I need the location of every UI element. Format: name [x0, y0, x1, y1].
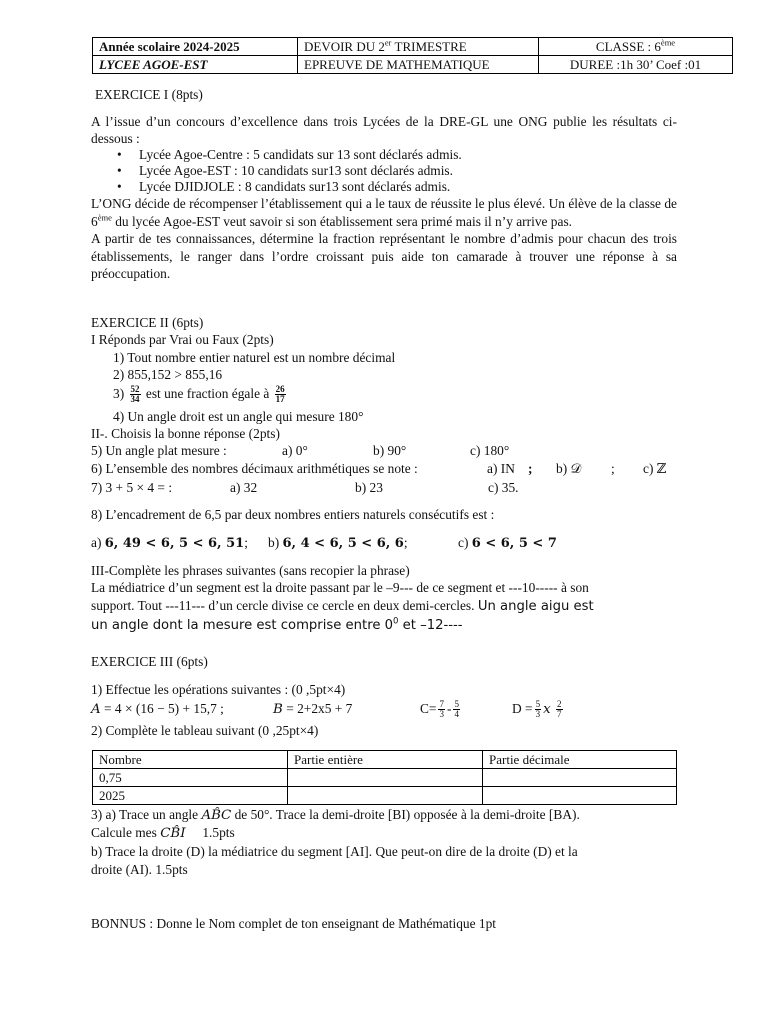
ex3-q3a-line1: 3) a) Trace un angle AB̂C de 50°. Trace la demi-droite [BI) opposée à la demi-droite [BA).: [91, 807, 580, 823]
ex2-part1: I Réponds par Vrai ou Faux (2pts): [91, 332, 274, 347]
ex2-title: EXERCICE II (6pts): [91, 315, 204, 330]
fraction: $\frac{5}{4}$: [454, 699, 459, 720]
ex2-part3: III-Complète les phrases suivantes (sans recopier la phrase): [91, 563, 410, 578]
list-item: • Lycée Agoe-EST : 10 candidats sur13 sont déclarés admis.: [91, 163, 677, 179]
ex2-q5: 5) Un angle plat mesure : a) 0° b) 90° c) 180°: [91, 443, 510, 458]
ex2-q4: 4) Un angle droit est un angle qui mesure 180°: [113, 409, 364, 424]
classe: CLASSE : 6ème: [539, 38, 733, 56]
table-cell: [483, 787, 677, 805]
duree-coef: DUREE :1h 30’ Coef :01: [539, 56, 733, 74]
ex2-q1: 1) Tout nombre entier naturel est un nombre décimal: [113, 350, 396, 365]
fraction: $\frac{5}{3}$: [535, 699, 541, 720]
ex3-q1: 1) Effectue les opérations suivantes : (0 ,5pt×4): [91, 682, 346, 697]
fraction: $\frac{2}{7}$: [557, 699, 562, 720]
ex3-q2: 2) Complète le tableau suivant (0 ,25pt×4): [91, 723, 319, 738]
ex2-q3: 3) $\frac{52}{34}$ est une fraction égale à $\frac{26}{17}$: [113, 384, 285, 405]
ex1-bullets: [91, 147, 677, 195]
ex1-body: [91, 113, 677, 283]
ex2-q2: 2) 855,152 > 855,16: [113, 367, 223, 382]
ex3-q3a-line2: Calcule mes CB̂I 1.5pts: [91, 825, 235, 841]
table-row: [93, 787, 677, 805]
ex2-part3-line3: un angle dont la mesure est comprise entre $0^0$ et –12----: [91, 616, 463, 633]
ex3-q3b-line1: b) Trace la droite (D) la médiatrice du segment [AI]. Que peut-on dire de la droite (D) et la: [91, 844, 578, 859]
table-cell: [483, 769, 677, 787]
fraction: $\frac{52}{34}$: [130, 384, 140, 405]
table-header: Partie entière: [288, 751, 483, 769]
list-item: • Lycée Agoe-Centre : 5 candidats sur 13 sont déclarés admis.: [91, 147, 677, 163]
devoir-title: DEVOIR DU 2er TRIMESTRE: [298, 38, 539, 56]
school-year: Année scolaire 2024-2025: [93, 38, 298, 56]
ex2-part3-line2: support. Tout ---11--- d’un cercle divise ce cercle en deux demi-cercles. Un angle aigu est: [91, 598, 594, 614]
table-cell: 2025: [93, 787, 288, 805]
ex2-q6: 6) L’ensemble des nombres décimaux arithmétiques se note : a) IN ; b) 𝒟 ; c) ℤ: [91, 461, 667, 476]
table-row: [93, 769, 677, 787]
list-item: • Lycée DJIDJOLE : 8 candidats sur13 sont déclarés admis.: [91, 179, 677, 195]
table-cell: 0,75: [93, 769, 288, 787]
ex1-title: EXERCICE I (8pts): [95, 87, 203, 102]
ex2-part2: II-. Choisis la bonne réponse (2pts): [91, 426, 280, 441]
fraction: $\frac{26}{17}$: [275, 384, 285, 405]
ex2-q8: 8) L’encadrement de 6,5 par deux nombres entiers naturels consécutifs est :: [91, 507, 495, 522]
table-header: Partie décimale: [483, 751, 677, 769]
lycee-name: LYCEE AGOE-EST: [93, 56, 298, 74]
ex3-title: EXERCICE III (6pts): [91, 654, 208, 669]
fraction: $\frac{7}{3}$: [439, 699, 444, 720]
ex2-q7: 7) 3 + 5 × 4 = : a) 32 b) 23 c) 35.: [91, 480, 519, 495]
table-cell: [288, 787, 483, 805]
ex3-table: [92, 750, 677, 805]
ex3-operations: A = 4 × (16 − 5) + 15,7 ; B = 2+2x5 + 7 C= $\frac{7}{3}$ - $\frac{5}{4}$ D = $\frac{5}{3}$ x $\frac{2}{7}$: [91, 699, 562, 720]
ex2-part3-line1: La médiatrice d’un segment est la droite passant par le –9--- de ce segment et ---10----- à son: [91, 580, 589, 595]
ex2-q8-options: a) 6, 49 < 6, 5 < 6, 51; b) 6, 4 < 6, 5 < 6, 6; c) 6 < 6, 5 < 7: [91, 535, 557, 551]
ex1-paragraph-2: L’ONG décide de récompenser l’établissement qui a le taux de réussite le plus élevé. Un élève de la classe de 6ème du lycée Agoe-EST veut savoir si son établissement sera primé mais il n’y arrive pas.: [91, 196, 677, 229]
table-cell: [288, 769, 483, 787]
ex3-q3b-line2: droite (AI). 1.5pts: [91, 862, 188, 877]
header-table: [92, 37, 733, 74]
epreuve: EPREUVE DE MATHEMATIQUE: [298, 56, 539, 74]
ex1-paragraph-3: A partir de tes connaissances, détermine la fraction représentant le nombre d’admis pour chacun des trois établissements, le ranger dans l’ordre croissant puis aide ton camarade à trouver une réponse à sa préoccupation.: [91, 231, 677, 281]
bonus-question: BONNUS : Donne le Nom complet de ton enseignant de Mathématique 1pt: [91, 916, 496, 931]
ex1-intro: A l’issue d’un concours d’excellence dans trois Lycées de la DRE-GL une ONG publie les résultats ci-dessous :: [91, 114, 677, 146]
table-header-row: [93, 751, 677, 769]
table-header: Nombre: [93, 751, 288, 769]
